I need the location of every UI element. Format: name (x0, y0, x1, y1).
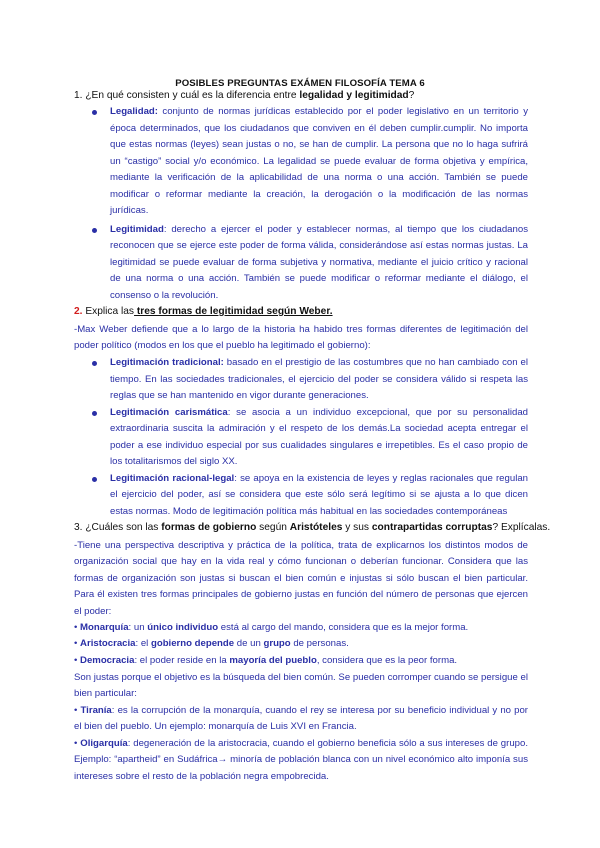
term-racional-legal: Legitimación racional-legal (110, 472, 235, 484)
bullet-icon: • (74, 705, 78, 716)
term-oligarquia: Oligarquía (80, 737, 128, 749)
bullet-icon: • (74, 654, 78, 666)
question-3 (74, 522, 551, 533)
term-legalidad: Legalidad: (110, 106, 158, 117)
definition-tradicional: basado en el prestigio de las costumbres que no han cambiado con el tiempo. En las sociedades tradicionales, el ejercicio del poder se considera válido si respeta las reglas que se han mantenido en vigor durante generaciones. (110, 357, 528, 401)
question-1-bold: legalidad y legitimidad (299, 90, 409, 101)
question-2 (74, 306, 544, 317)
bullet-icon: • (74, 737, 78, 749)
question-2-list (92, 355, 528, 520)
bullet-icon: • (74, 638, 78, 650)
question-3-intro: -Tiene una perspectiva descriptiva y práctica de la política, trata de explicarnos los distintos modos de organización social que hay en la vida real y cómo funcionan o deberían funcionar. Considera que las formas de organización son justas si buscan el bien común e injustas si sólo buscan el bien particular. Para él existen tres formas principales de gobierno justas en función del número de personas que ejercen el poder: (74, 540, 528, 617)
term-tirania: Tiranía (80, 705, 112, 716)
question-1-end: ? (408, 90, 415, 101)
aristocracia-bold-d: grupo (263, 638, 291, 650)
page-title: POSIBLES PREGUNTAS EXÁMEN FILOSOFÍA TEMA 6 (175, 78, 425, 89)
list-item-carismatica (92, 405, 528, 471)
question-1-text: ¿En qué consisten y cuál es la diferencia entre (82, 90, 300, 101)
list-item-legalidad (92, 104, 528, 220)
monarquia-text-a: : un (128, 622, 148, 633)
bullet-icon (92, 228, 97, 233)
question-2-intro: -Max Weber defiende que a lo largo de la historia ha habido tres formas diferentes de legitimación del poder político (modos en los que el pueblo ha legitimado el gobierno): (74, 324, 528, 352)
bullet-icon (92, 110, 97, 115)
democracia-bold: mayoría del pueblo (229, 654, 317, 666)
question-2-number: 2. (74, 306, 83, 317)
corruptas-list (74, 703, 528, 785)
definition-tirania: : es la corrupción de la monarquía, cuando el rey se interesa por su beneficio individual y no por el bien del pueblo. Un ejemplo: monarquía de Luis XVI en Francia. (74, 705, 528, 733)
question-3-bold-a: formas de gobierno (161, 522, 257, 533)
list-item-aristocracia (74, 636, 528, 652)
question-3-middle: Son justas porque el objetivo es la búsqueda del bien común. Se pueden corromper cuando se persigue el bien particular: (74, 672, 528, 700)
term-legitimidad: Legitimidad (110, 223, 164, 235)
bullet-icon (92, 361, 97, 366)
question-3-bold-b: Aristóteles (289, 522, 343, 533)
democracia-text-c: , considera que es la peor forma. (316, 654, 458, 666)
term-aristocracia: Aristocracia (80, 638, 136, 650)
aristocracia-text-a: : el (135, 638, 151, 650)
list-item-racional-legal (92, 471, 528, 521)
bullet-icon: • (74, 622, 78, 633)
question-3-text-d: ? Explícalas. (492, 522, 551, 533)
question-2-bold: tres formas de legitimidad según Weber. (134, 306, 333, 317)
list-item-tradicional (92, 355, 528, 405)
justas-list (74, 620, 528, 669)
list-item-tirania (74, 703, 528, 736)
term-carismatica: Legitimación carismática (110, 406, 228, 418)
list-item-legitimidad (92, 222, 528, 305)
list-item-democracia (74, 653, 528, 669)
definition-racional-legal: : se apoya en la existencia de leyes y reglas racionales que regulan el ejercicio del poder, así se considera que este sólo será legítimo si se ajusta a lo que dicen estas normas. Modo de legitimación política más habitual en las sociedades contemporáneas (110, 472, 528, 517)
term-tradicional: Legitimación tradicional: (110, 357, 224, 368)
definition-oligarquia: : degeneración de la aristocracia, cuando el gobierno beneficia sólo a sus intereses de grupo. Ejemplo: “apartheid” en Sudáfrica→ minoría de población blanca con un nivel económico alto imponía sus intereses sobre el resto de la población negra empobrecida. (74, 737, 528, 782)
aristocracia-text-e: de personas. (290, 638, 349, 650)
definition-carismatica: : se asocia a un individuo excepcional, que por su personalidad extraordinaria suscita la admiración y el respeto de los demás.La sociedad acepta entregar el poder a ese individuo especial por sus cualidades singulares e irrepetibles. Es el caso propio de los totalitarismos del siglo XX. (110, 406, 528, 467)
question-1-list (92, 104, 528, 304)
aristocracia-bold-b: gobierno depende (150, 638, 235, 650)
democracia-text-a: : el poder reside en la (134, 654, 230, 666)
term-monarquia: Monarquía (80, 622, 129, 633)
bullet-icon (92, 477, 97, 482)
question-2-text: Explica las (82, 306, 135, 317)
monarquia-text-c: está al cargo del mando, considera que es la mejor forma. (218, 622, 469, 633)
term-democracia: Democracia (80, 654, 135, 666)
question-3-bold-c: contrapartidas corruptas (371, 522, 493, 533)
question-3-text-a: ¿Cuáles son las (82, 522, 162, 533)
list-item-monarquia (74, 620, 528, 636)
bullet-icon (92, 411, 97, 416)
aristocracia-text-c: de un (234, 638, 264, 650)
question-1-number: 1. (74, 90, 83, 101)
question-1 (74, 90, 544, 101)
definition-legalidad: conjunto de normas jurídicas establecido por el poder legislativo en un territorio y época determinados, que los ciudadanos que conviven en él deben cumplir.cumplir. No importa que estas normas (leyes) sean justas o no, se han de cumplir. La persona que no lo haga sufrirá un “castigo” social y/o económico. La legalidad se puede evaluar de forma objetiva y empírica, mediante la verificación de la aplicabilidad de una norma o una acción. También se puede modificar o reformar mediante la creación, la derogación o la modificación de las normas jurídicas. (110, 106, 528, 216)
question-3-number: 3. (74, 522, 83, 533)
definition-legitimidad: : derecho a ejercer el poder y establecer normas, al tiempo que los ciudadanos reconocen que se ejerce este poder de forma válida, considerándose así estas normas justas. La legitimidad se puede evaluar de forma subjetiva y normativa, mediante el juicio crítico y racional de una norma o una acción. También se puede modificar o reformar mediante el diálogo, el consenso o la revolución. (110, 223, 528, 301)
question-3-text-c: y sus (342, 522, 372, 533)
list-item-oligarquia (74, 736, 528, 785)
monarquia-bold: único individuo (147, 622, 219, 633)
question-3-text-b: según (256, 522, 290, 533)
